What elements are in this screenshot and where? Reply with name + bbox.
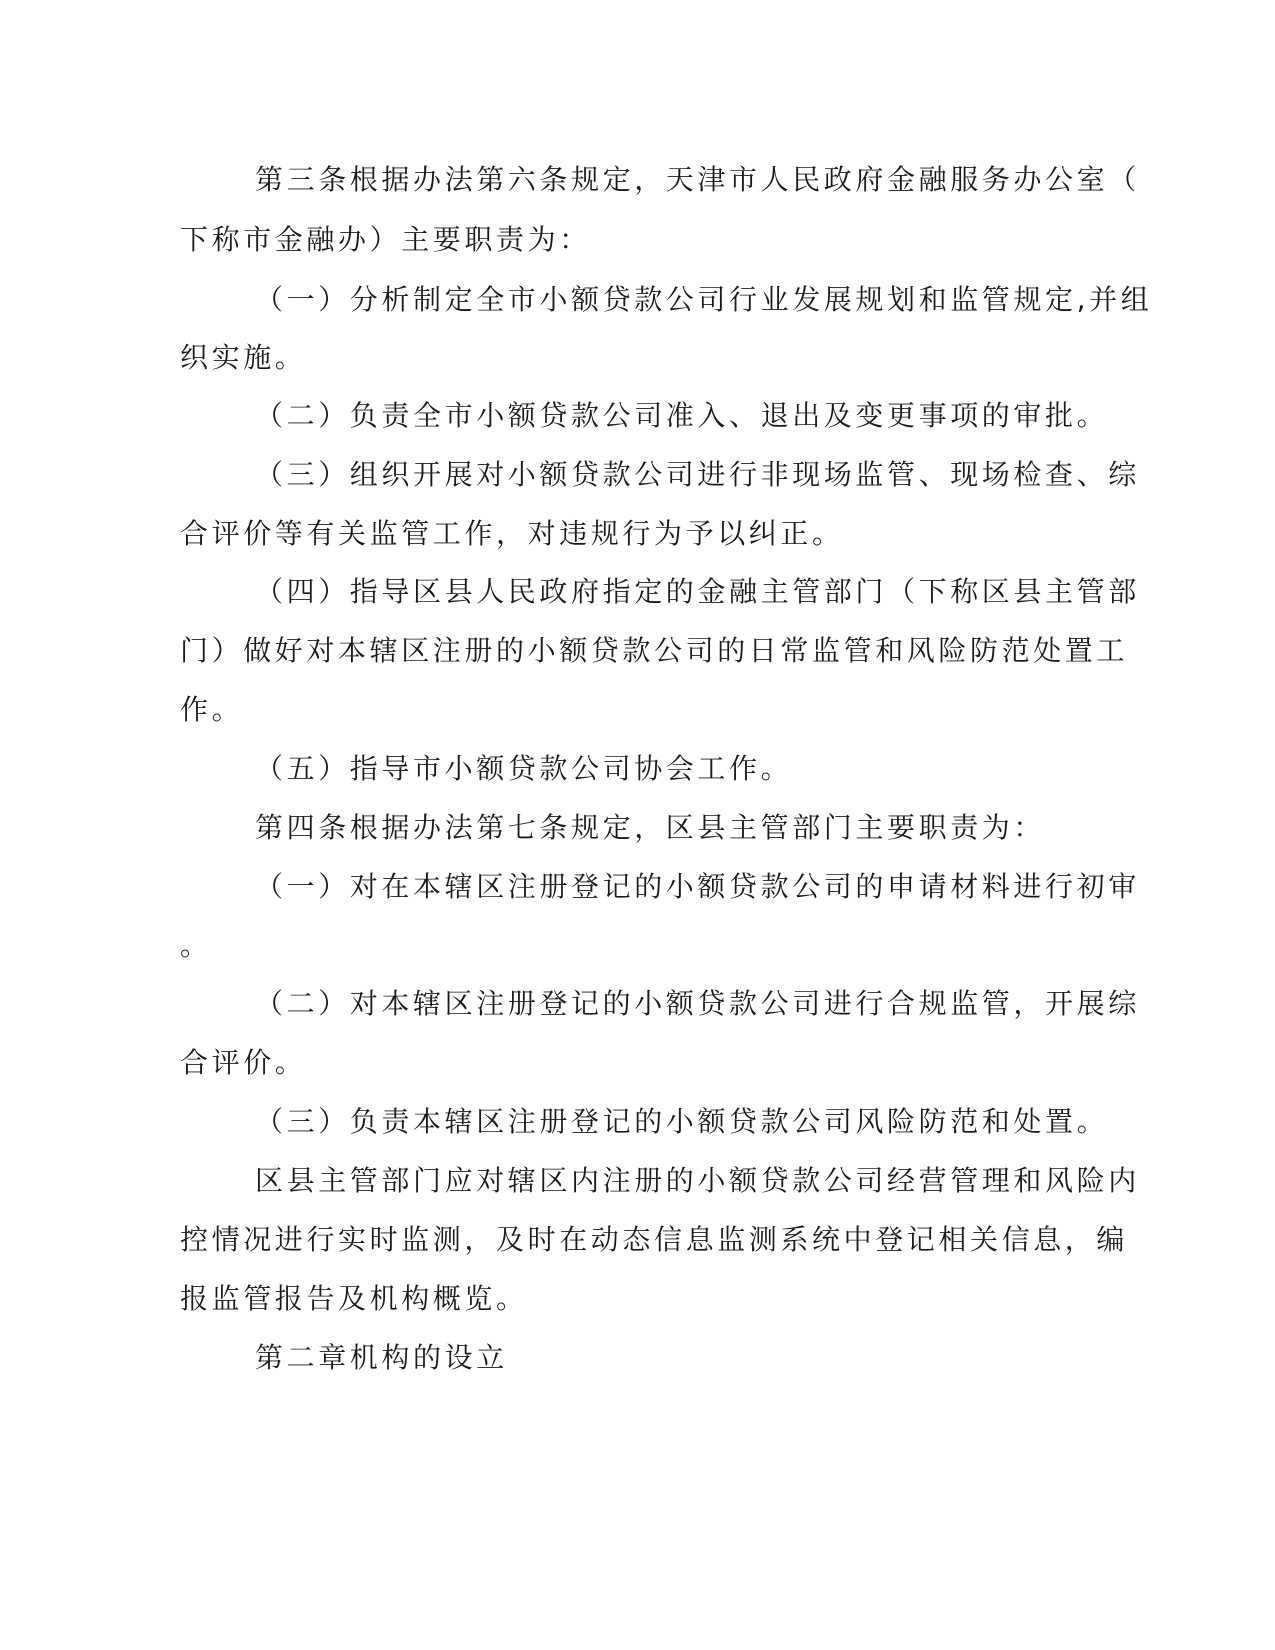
article-3-intro-line-2: 下称市金融办）主要职责为： — [180, 223, 591, 256]
article-3-item-1-line-1: （一）分析制定全市小额贷款公司行业发展规划和监管规定,并组 — [255, 283, 1153, 316]
article-3-item-4-line-1: （四）指导区县人民政府指定的金融主管部门（下称区县主管部 — [255, 575, 1140, 608]
article-3-item-3-line-1: （三）组织开展对小额贷款公司进行非现场监管、现场检查、综 — [255, 458, 1140, 491]
article-3-intro-line-1: 第三条根据办法第六条规定，天津市人民政府金融服务办公室（ — [255, 163, 1140, 196]
article-4-item-2-line-2: 合评价。 — [180, 1046, 307, 1079]
article-4-item-1-line-2: 。 — [180, 929, 212, 962]
article-3-item-4-line-2: 门）做好对本辖区注册的小额贷款公司的日常监管和风险防范处置工 — [180, 634, 1129, 667]
article-4-closing-line-1: 区县主管部门应对辖区内注册的小额贷款公司经营管理和风险内 — [255, 1164, 1140, 1197]
article-4-closing-line-2: 控情况进行实时监测，及时在动态信息监测系统中登记相关信息，编 — [180, 1223, 1129, 1256]
article-4-intro: 第四条根据办法第七条规定，区县主管部门主要职责为： — [255, 811, 1046, 844]
article-3-item-2: （二）负责全市小额贷款公司准入、退出及变更事项的审批。 — [255, 399, 1109, 432]
article-3-item-4-line-3: 作。 — [180, 693, 244, 726]
article-4-item-2-line-1: （二）对本辖区注册登记的小额贷款公司进行合规监管，开展综 — [255, 987, 1140, 1020]
article-4-closing-line-3: 报监管报告及机构概览。 — [180, 1282, 528, 1315]
article-3-item-3-line-2: 合评价等有关监管工作，对违规行为予以纠正。 — [180, 517, 844, 550]
article-4-item-1-line-1: （一）对在本辖区注册登记的小额贷款公司的申请材料进行初审 — [255, 870, 1140, 903]
article-3-item-1-line-2: 织实施。 — [180, 341, 307, 374]
chapter-2-heading: 第二章机构的设立 — [255, 1341, 508, 1374]
article-4-item-3: （三）负责本辖区注册登记的小额贷款公司风险防范和处置。 — [255, 1105, 1109, 1138]
article-3-item-5: （五）指导市小额贷款公司协会工作。 — [255, 752, 793, 785]
